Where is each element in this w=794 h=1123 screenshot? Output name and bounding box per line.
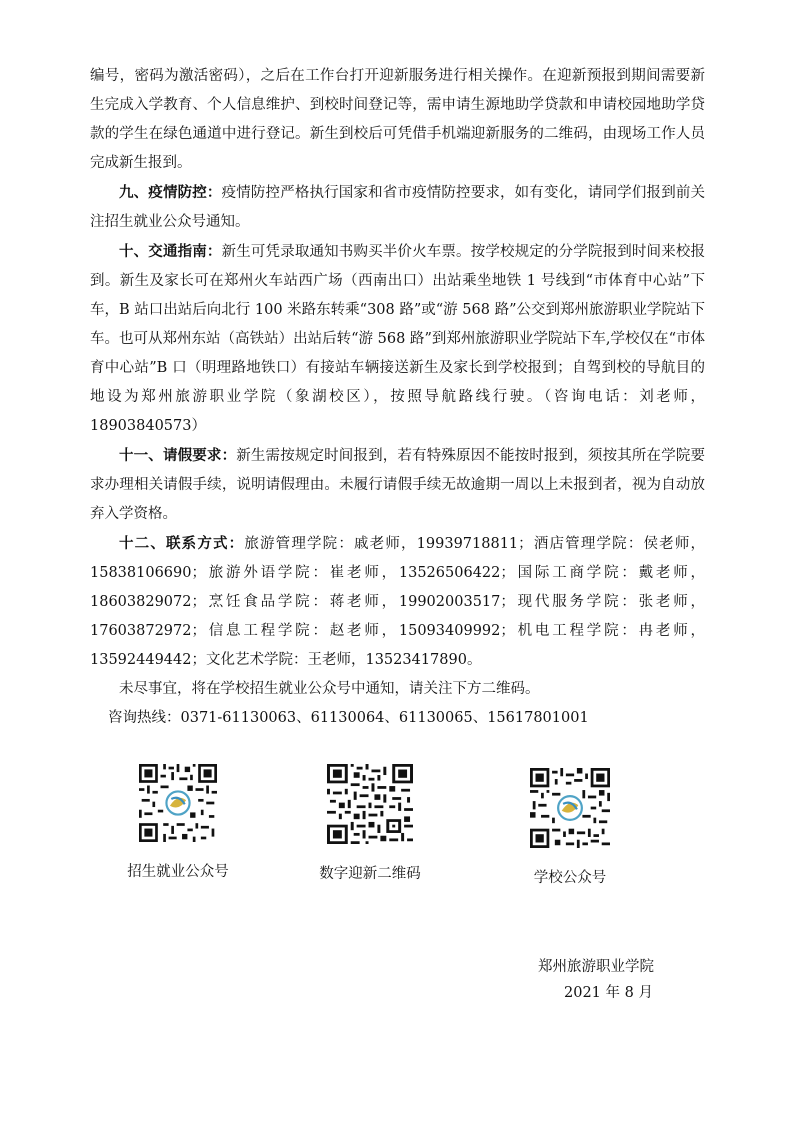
section-body: 新生需按规定时间报到，若有特殊原因不能按时报到，须按其所在学院要求办理相关请假手续，说明请假理由。未履行请假手续无故逾期一周以上未报到者，视为自动放弃入学资格。	[90, 448, 706, 522]
section-heading: 十、交通指南：	[119, 243, 222, 260]
closing-note: 未尽事宜，将在学校招生就业公众号中通知，请关注下方二维码。	[119, 681, 540, 697]
qr-block-recruitment	[108, 764, 248, 881]
qr-label: 招生就业公众号	[127, 864, 229, 880]
qr-block-digital-welcome	[300, 764, 440, 883]
signature-org: 郑州旅游职业学院	[538, 959, 654, 975]
signature-date: 2021 年 8 月	[564, 985, 653, 1001]
section-epidemic-control	[90, 178, 705, 237]
section-transport-guide	[90, 237, 705, 441]
qr-code-icon	[530, 768, 610, 848]
hotline: 咨询热线：0371-61130063、61130064、61130065、15617801001	[108, 710, 589, 726]
qr-block-school-account	[500, 768, 640, 887]
section-contact-info	[90, 529, 705, 675]
section-body: 新生可凭录取通知书购买半价火车票。按学校规定的分学院报到时间来校报到。新生及家长可在郑州火车站西广场（西南出口）出站乘坐地铁 1 号线到“市体育中心站”下车，B 站口出站后向北行 100 米路东转乘“308 路”或“游 568 路”公交到郑州旅游职业学院站下车。也可从郑州东站（高铁站）出站后转“游 568 路”到郑州旅游职业学院站下车,学校仅在“市体育中心站”B 口（明理路地铁口）有接站车辆接送新生及家长到学校报到；自驾到校的导航目的地设为郑州旅游职业学院（象湖校区），按照导航路线行驶。（咨询电话：刘老师，18903840573）	[90, 244, 705, 434]
section-body: 疫情防控严格执行国家和省市疫情防控要求，如有变化，请同学们报到前关注招生就业公众号通知。	[90, 185, 705, 230]
section-heading: 十一、请假要求：	[119, 447, 237, 464]
qr-label: 学校公众号	[533, 870, 607, 886]
qr-code-icon	[139, 764, 217, 842]
paragraph-registration-continued: 编号，密码为激活密码），之后在工作台打开迎新服务进行相关操作。在迎新预报到期间需要新生完成入学教育、个人信息维护、到校时间登记等，需申请生源地助学贷款和申请校园地助学贷款的学生在绿色通道中进行登记。新生到校后可凭借手机端迎新服务的二维码，由现场工作人员完成新生报到。	[90, 68, 705, 171]
section-leave-requirements	[90, 441, 705, 529]
section-heading: 十二、联系方式：	[119, 535, 245, 552]
qr-label: 数字迎新二维码	[319, 866, 421, 882]
document-body	[90, 62, 705, 733]
section-heading: 九、疫情防控：	[119, 184, 222, 201]
section-body: 旅游管理学院：戚老师，19939718811；酒店管理学院：侯老师，15838106690；旅游外语学院：崔老师，13526506422；国际工商学院：戴老师，18603829072；烹饪食品学院：蒋老师，19902003517；现代服务学院：张老师，17603872972；信息工程学院：赵老师，15093409992；机电工程学院：冉老师，13592449442；文化艺术学院：王老师，13523417890。	[90, 536, 705, 668]
qr-code-icon	[327, 764, 413, 844]
